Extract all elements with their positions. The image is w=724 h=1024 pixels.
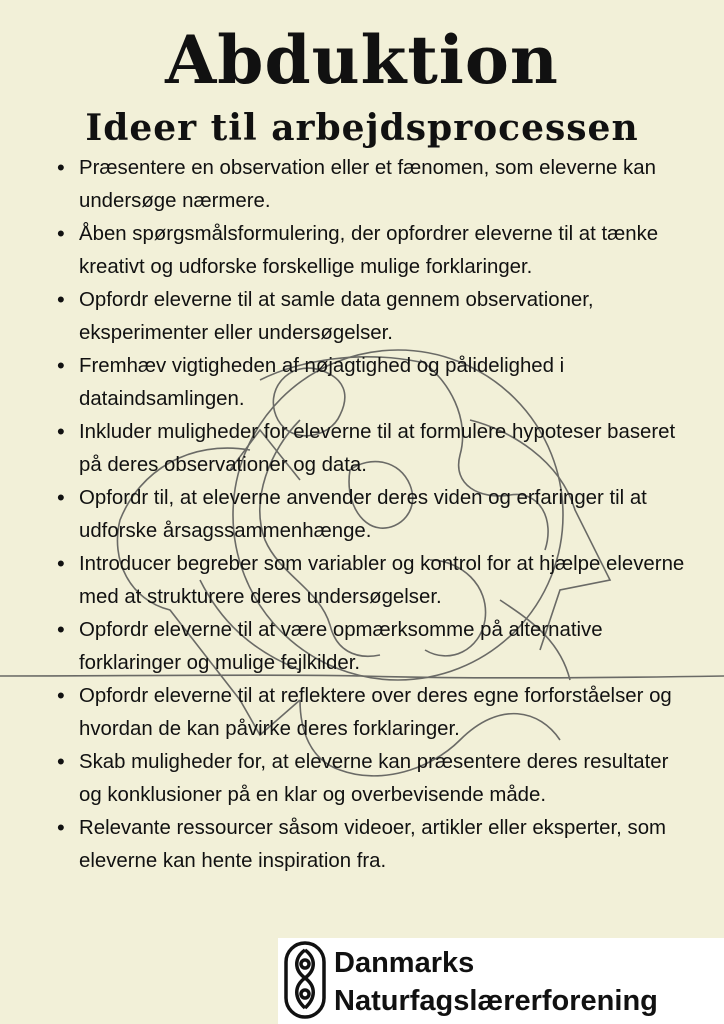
list-item: • Skab muligheder for, at eleverne kan præsentere deres resultater og konklusioner på en klar og overbevisende måde. [55,746,695,811]
list-item: • Inkluder muligheder for eleverne til at formulere hypoteser baseret på deres observationer og data. [55,416,695,481]
association-name-line2: Naturfagslærerforening [334,985,658,1017]
page-title: Abduktion [165,21,559,99]
association-name [334,944,658,1020]
list-item: • Opfordr til, at eleverne anvender deres viden og erfaringer til at udforske årsagssammenhænge. [55,482,695,547]
list-item: • Opfordr eleverne til at reflektere over deres egne forforståelser og hvordan de kan påvirke deres forklaringer. [55,680,695,745]
list-item: • Opfordr eleverne til at være opmærksomme på alternative forklaringer og mulige fejlkilder. [55,614,695,679]
list-item: • Relevante ressourcer såsom videoer, artikler eller eksperter, som eleverne kan hente inspiration fra. [55,812,695,877]
association-name-line1: Danmarks [334,947,475,979]
list-item: • Introducer begreber som variabler og kontrol for at hjælpe eleverne med at strukturere deres undersøgelser. [55,548,695,613]
list-item: • Fremhæv vigtigheden af nøjagtighed og pålidelighed i dataindsamlingen. [55,350,695,415]
list-item: • Åben spørgsmålsformulering, der opfordrer eleverne til at tænke kreativt og udforske forskellige mulige forklaringer. [55,218,695,283]
idea-list [55,152,695,878]
association-logo-icon [282,940,328,1020]
list-item: • Opfordr eleverne til at samle data gennem observationer, eksperimenter eller undersøgelser. [55,284,695,349]
list-item: • Præsentere en observation eller et fænomen, som eleverne kan undersøge nærmere. [55,152,695,217]
page-subtitle: Ideer til arbejdsprocessen [85,107,639,149]
